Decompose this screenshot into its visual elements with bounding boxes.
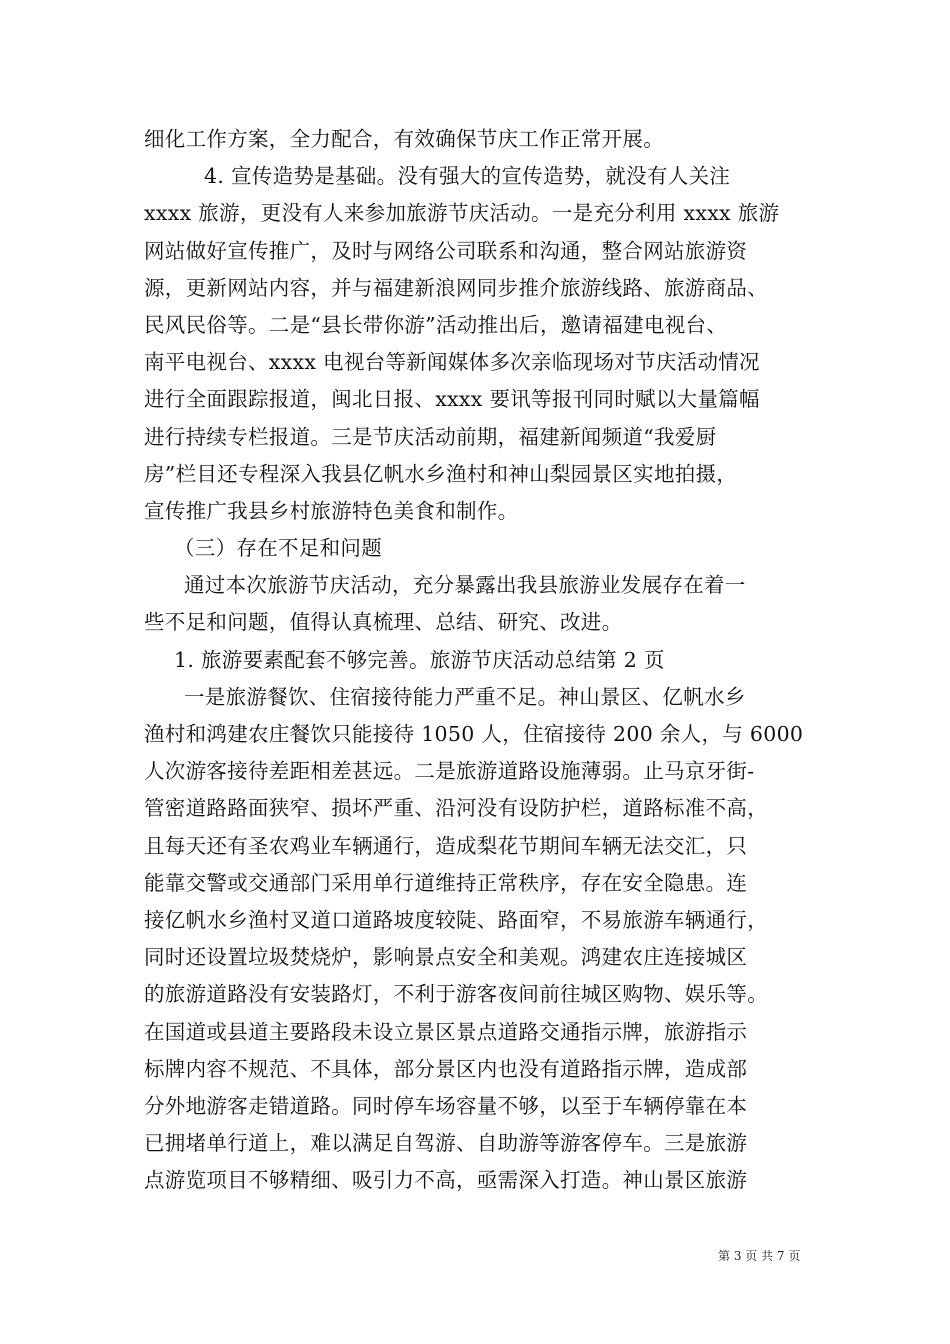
- text-line: 4. 宣传造势是基础。没有强大的宣传造势，就没有人关注: [204, 164, 731, 189]
- text-line: 通过本次旅游节庆活动，充分暴露出我县旅游业发展存在着一: [184, 573, 746, 598]
- text-line: 管密道路路面狭窄、损坏严重、沿河没有设防护栏，道路标准不高，: [144, 796, 768, 821]
- text-line: 南平电视台、xxxx 电视台等新闻媒体多次亲临现场对节庆活动情况: [144, 350, 760, 375]
- page-footer: 第 3 页 共 7 页: [718, 1249, 801, 1263]
- text-line: 进行持续专栏报道。三是节庆活动前期，福建新闻频道“我爱厨: [144, 424, 717, 449]
- text-line: 1. 旅游要素配套不够完善。旅游节庆活动总结第 2 页: [174, 647, 665, 672]
- text-line: 在国道或县道主要路段未设立景区景点道路交通指示牌，旅游指示: [144, 1019, 748, 1044]
- text-line: 点游览项目不够精细、吸引力不高，亟需深入打造。神山景区旅游: [144, 1168, 748, 1193]
- text-line: 些不足和问题，值得认真梳理、总结、研究、改进。: [144, 610, 623, 635]
- text-line: 同时还设置垃圾焚烧炉，影响景点安全和美观。鸿建农庄连接城区: [144, 945, 748, 970]
- text-line: 接亿帆水乡渔村叉道口道路坡度较陡、路面窄，不易旅游车辆通行，: [144, 907, 768, 932]
- body-text: [144, 121, 834, 1199]
- text-line: 标牌内容不规范、不具体，部分景区内也没有道路指示牌，造成部: [144, 1056, 748, 1081]
- text-line: 渔村和鸿建农庄餐饮只能接待 1050 人，住宿接待 200 余人，与 6000: [144, 722, 804, 746]
- section-heading: （三）存在不足和问题: [174, 536, 382, 561]
- text-line: 房”栏目还专程深入我县亿帆水乡渔村和神山梨园景区实地拍摄，: [144, 461, 738, 486]
- text-line: 的旅游道路没有安装路灯，不利于游客夜间前往城区购物、娱乐等。: [144, 982, 768, 1007]
- text-line: xxxx 旅游，更没有人来参加旅游节庆活动。一是充分利用 xxxx 旅游: [144, 201, 780, 226]
- text-line: 分外地游客走错道路。同时停车场容量不够，以至于车辆停靠在本: [144, 1093, 748, 1118]
- text-line: 且每天还有圣农鸡业车辆通行，造成梨花节期间车辆无法交汇，只: [144, 833, 748, 858]
- text-line: 民风民俗等。二是“县长带你游”活动推出后，邀请福建电视台、: [144, 312, 728, 337]
- text-line: 能靠交警或交通部门采用单行道维持正常秩序，存在安全隐患。连: [144, 870, 748, 895]
- text-line: 细化工作方案，全力配合，有效确保节庆工作正常开展。: [144, 127, 664, 151]
- text-line: 源，更新网站内容，并与福建新浪网同步推介旅游线路、旅游商品、: [144, 275, 768, 300]
- text-line: 进行全面跟踪报道，闽北日报、xxxx 要讯等报刊同时赋以大量篇幅: [144, 387, 760, 412]
- text-line: 宣传推广我县乡村旅游特色美食和制作。: [144, 498, 519, 523]
- text-line: 网站做好宣传推广，及时与网络公司联系和沟通，整合网站旅游资: [144, 238, 748, 263]
- text-line: 一是旅游餐饮、住宿接待能力严重不足。神山景区、亿帆水乡: [184, 684, 746, 709]
- text-line: 人次游客接待差距相差甚远。二是旅游道路设施薄弱。止马京牙街-: [144, 759, 755, 784]
- text-line: 已拥堵单行道上，难以满足自驾游、自助游等游客停车。三是旅游: [144, 1131, 748, 1156]
